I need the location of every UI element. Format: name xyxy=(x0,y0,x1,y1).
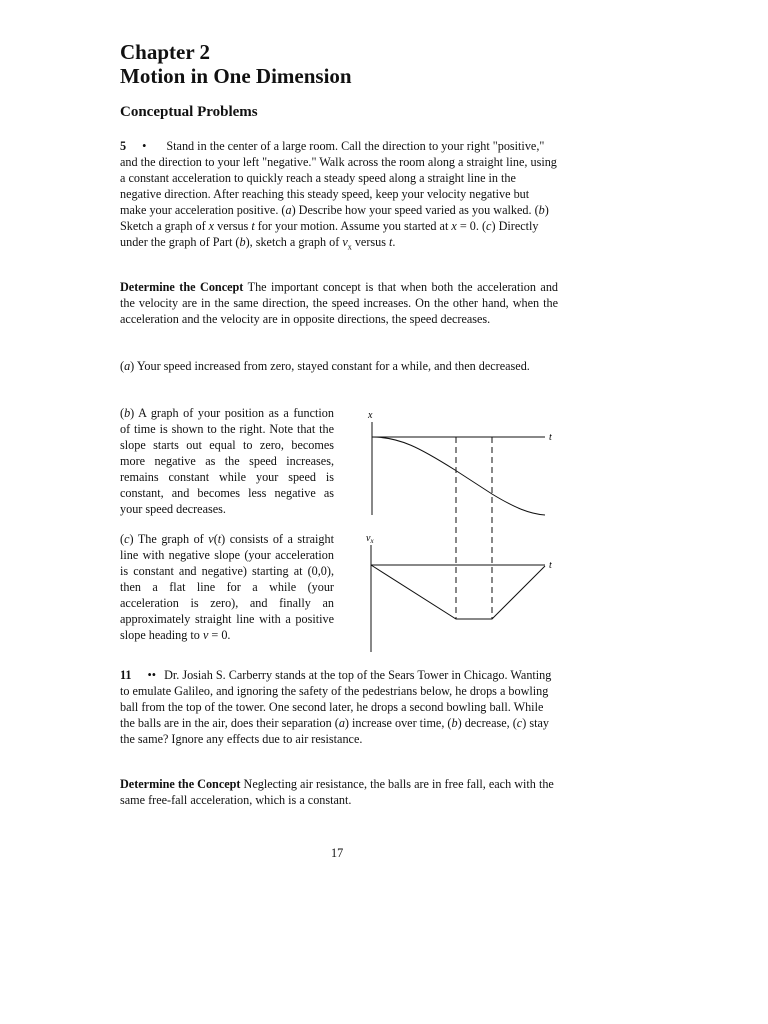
problem-text: t xyxy=(251,219,255,233)
answer-part-b: (b) A graph of your position as a function of time is shown to the right. Note that the slope starts out equal to zero, becomes more negative as the speed increases, remains constant while your speed is constant, and becomes less negative as your speed decreases. xyxy=(120,406,334,516)
problem-text: ) decrease, ( xyxy=(457,716,517,730)
answer-text: ) consists of a straight line with negative slope (your acceleration is constant and negative) starting at (0,0), then a flat line for a while (your acceleration is zero), and finally an approximately straight line with a positive slope heading to xyxy=(120,532,334,642)
problem-text: b xyxy=(538,203,545,217)
problem-text: a xyxy=(338,716,345,730)
problem-text: t xyxy=(389,235,393,249)
problem-text: Stand in the center of a large room. Call the direction to your right "positive," and the direction to your left "negative." Walk across the room along a straight line, using a constant acceleration to quickly reach a steady speed along a straight line in the negative direction. After reaching this steady speed, keep your velocity negative but make your acceleration positive. ( xyxy=(120,139,557,217)
problem-text: c xyxy=(516,716,523,730)
problem-text: ), sketch a graph of xyxy=(245,235,343,249)
problem-number: 5 xyxy=(120,139,127,153)
answer-text: v xyxy=(202,628,209,642)
t-axis-label: t xyxy=(549,432,552,443)
answer-text: The graph of xyxy=(133,532,209,546)
concept-paragraph-2 xyxy=(120,776,558,808)
problem-text: x xyxy=(451,219,457,233)
chapter-title: Motion in One Dimension xyxy=(120,64,352,88)
problem-text: . xyxy=(392,235,396,249)
problem-text: Dr. Josiah S. Carberry stands at the top of the Sears Tower in Chicago. Wanting to emulate Galileo, and ignoring the safety of the pedestrians below, he drops a bowling ball from the top of the tower. One second later, he drops a second bowling ball. While the balls are in the air, does their separation ( xyxy=(120,668,552,730)
problem-text: = 0. ( xyxy=(456,219,487,233)
problem-text: for your motion. Assume you started at xyxy=(254,219,452,233)
position-time-graph xyxy=(367,410,552,515)
velocity-curve xyxy=(371,565,545,619)
part-label: a xyxy=(124,359,131,373)
problem-text: x xyxy=(347,242,352,252)
v-axis-label xyxy=(366,533,374,545)
answer-text: t xyxy=(217,532,222,546)
velocity-time-graph xyxy=(366,533,552,652)
part-label: c xyxy=(124,532,130,546)
problem-text: ) Directly under the graph of Part ( xyxy=(120,219,539,249)
part-label: b xyxy=(124,406,131,420)
problem-text: versus xyxy=(214,219,252,233)
problem-text: v xyxy=(342,235,348,249)
concept-text: The important concept is that when both the acceleration and the velocity are in the same direction, the speed increases. On the other hand, when the acceleration and the velocity are in opposite directions, the speed decreases. xyxy=(120,280,559,326)
problem-text: ) increase over time, ( xyxy=(344,716,452,730)
section-title: Conceptual Problems xyxy=(120,104,258,120)
problem-text: versus xyxy=(351,235,390,249)
answer-text: Your speed increased from zero, stayed constant for a while, and then decreased. xyxy=(134,359,530,373)
concept-label: Determine the Concept xyxy=(120,777,241,791)
x-axis-label: x xyxy=(368,410,373,421)
problem-text: b xyxy=(239,235,246,249)
problem-text: x xyxy=(208,219,215,233)
problem-text: ) Describe how your speed varied as you walked. ( xyxy=(291,203,539,217)
problem-text: a xyxy=(285,203,292,217)
page-number: 17 xyxy=(331,846,344,860)
v-axis-label-main: v xyxy=(366,533,371,544)
difficulty-marker: •• xyxy=(147,668,157,682)
answer-part-c: (c) The graph of v(t) consists of a straight line with negative slope (your acceleration is constant and negative) starting at (0,0), then a flat line for a while (your acceleration is zero), and finally an approximately straight line with a positive slope heading to v = 0. xyxy=(120,532,334,642)
problem-text: ) stay the same? Ignore any effects due to air resistance. xyxy=(120,716,549,746)
answer-text: A graph of your position as a function of time is shown to the right. Note that the slope starts out equal to zero, becomes more negative as the speed increases, remains constant while your speed is constant, and becomes less negative as your speed decreases. xyxy=(120,406,334,516)
position-curve xyxy=(372,437,545,515)
concept-label: Determine the Concept xyxy=(120,280,244,294)
v-axis-label-sub: x xyxy=(370,537,374,545)
difficulty-marker: • xyxy=(142,139,147,153)
concept-text: Neglecting air resistance, the balls are in free fall, each with the same free-fall acceleration, which is a constant. xyxy=(120,777,554,807)
problem-text: ) Sketch a graph of xyxy=(120,203,549,233)
problem-number: 11 xyxy=(120,668,132,682)
t-axis-label: t xyxy=(549,560,552,571)
answer-text: ( xyxy=(213,532,218,546)
answer-text: v xyxy=(208,532,214,546)
chapter-number: Chapter 2 xyxy=(120,40,211,64)
answer-part-a: (a) Your speed increased from zero, stayed constant for a while, and then decreased. xyxy=(120,359,530,373)
problem-text: b xyxy=(451,716,458,730)
answer-text: = 0. xyxy=(208,628,231,642)
problem-text: c xyxy=(486,219,492,233)
problem-11-statement xyxy=(120,667,558,747)
